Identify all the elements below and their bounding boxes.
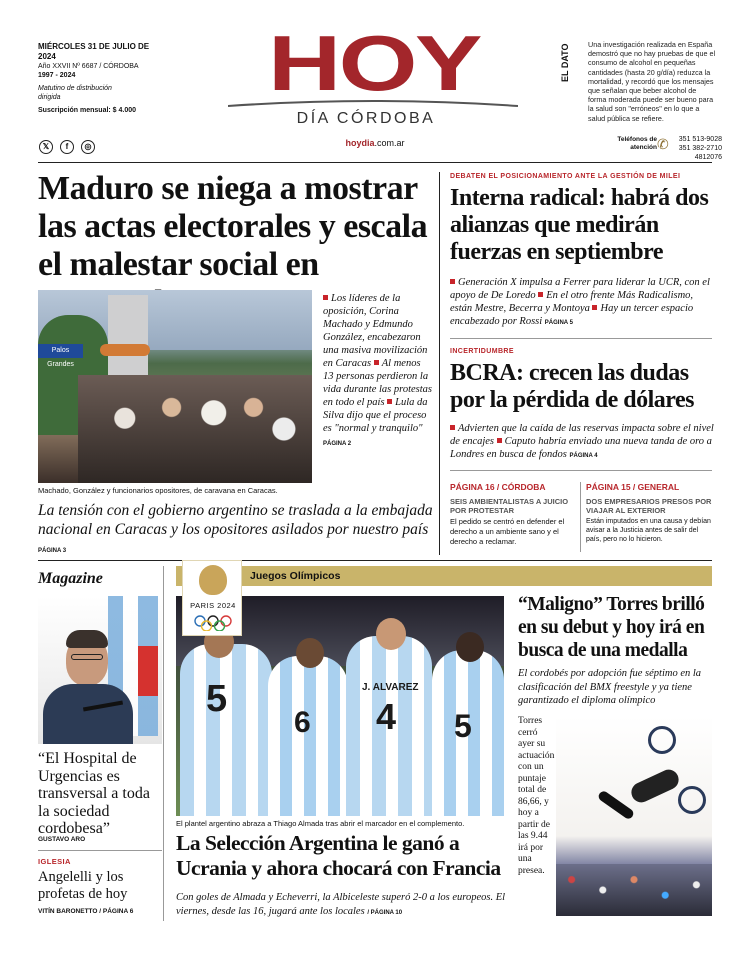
church-page: / PÁGINA 6 — [99, 908, 134, 915]
torres-sub: El cordobés por adopción fue séptimo en la clasificación del BMX freestyle y ya tiene garantizado el diploma olímpico — [518, 668, 702, 706]
magazine-vertical-rule — [163, 566, 164, 921]
torres-headline: “Maligno” Torres brilló en su debut y hoy irá en busca de una medalla — [518, 594, 705, 661]
paris-flame-icon — [199, 565, 227, 595]
logo-text: HOY — [268, 19, 480, 107]
head-4 — [456, 632, 484, 662]
brief-right — [586, 482, 714, 544]
masthead-rule — [38, 162, 712, 163]
logo — [268, 19, 480, 107]
brief-right-text: Están imputados en una causa y debían avisar a la Justicia antes de salir del país, pero no lo hicieron. — [586, 518, 711, 543]
briefs-divider — [580, 482, 581, 552]
shirt-number-3: 4 — [376, 696, 397, 737]
radical-bullet-3: Hay un tercer espacio encabezado por Rossi — [450, 303, 694, 327]
shirt-name: J. ALVAREZ — [362, 682, 419, 693]
radical-rule — [450, 338, 712, 339]
lead-photo-caption: Machado, González y funcionarios opositores, de caravana en Caracas. — [38, 486, 278, 495]
bike-wheel-1-icon — [648, 726, 676, 754]
rider-legs — [597, 789, 636, 820]
subscription-price: Suscripción mensual: $ 4.000 — [38, 107, 137, 114]
edition-number: Año XXVII Nº 6687 / CÓRDOBA — [38, 63, 139, 70]
flag-red — [138, 646, 158, 696]
bcra-headline: BCRA: crecen las dudas por la pérdida de dólares — [450, 360, 694, 413]
edition-date: MIÉRCOLES 31 DE JULIO DE 2024 — [38, 42, 150, 61]
person-body — [43, 684, 133, 744]
instagram-icon[interactable]: ◎ — [81, 140, 95, 154]
brief-right-page: PÁGINA 15 / GENERAL — [586, 482, 680, 492]
olympics-sub — [176, 891, 516, 920]
bcra-page-ref: PÁGINA 4 — [569, 453, 598, 459]
lead-photo — [38, 290, 312, 483]
facebook-icon[interactable]: f — [60, 140, 74, 154]
crowd — [78, 375, 312, 483]
lead-headline: Maduro se niega a mostrar las actas electorales y escala el malestar social en — [38, 170, 428, 283]
phone-list — [672, 135, 722, 162]
banner — [100, 344, 150, 356]
lead-bullet-2: Al menos 13 personas perdieron la vida durante las protestas en todo el país — [323, 358, 432, 408]
olympic-rings-icon — [193, 615, 233, 631]
bcra-bullet-2: Caputo habría enviado una nueva tanda de oro a Londres en busca de fondos — [450, 436, 712, 460]
el-dato-text: Una investigación realizada en España demostró que no hay pruebas de que el consumo de alcohol en pequeñas cantidades (hasta 20 g/día) reduzca la mortalidad, y recordó que los mensajes que señalan que beber alcohol de forma moderada puede ser bueno para la salud son "erróneos" en lo que a salud pública se refiere. — [588, 40, 716, 123]
distribution-tagline: Matutino de distribución dirigida — [38, 85, 112, 101]
olympics-page-ref: / PÁGINA 10 — [367, 910, 403, 916]
lead-page-ref: PÁGINA 2 — [323, 441, 352, 447]
radical-headline: Interna radical: habrá dos alianzas que medirán fuerzas en septiembre — [450, 185, 709, 265]
website-rest: .com.ar — [374, 138, 405, 148]
logo-city: DÍA CÓRDOBA — [296, 110, 436, 127]
magazine-author: GUSTAVO ARO — [38, 836, 86, 843]
radical-bullet-2: En el otro frente Más Radicalismo, están Mestre, Becerra y Montoya — [450, 290, 694, 314]
church-kicker: IGLESIA — [38, 857, 71, 866]
twitter-icon[interactable]: 𝕏 — [39, 140, 53, 154]
head-3 — [376, 618, 406, 650]
masthead-info — [38, 42, 156, 115]
lead-sub-page-ref: PÁGINA 3 — [38, 548, 67, 554]
radical-bullets — [450, 276, 715, 330]
website-bold: hoydia — [345, 138, 375, 148]
phone-2: 351 382-2710 — [678, 145, 722, 152]
magazine-quote: “El Hospital de Urgencias es transversal a toda la sociedad cordobesa” — [38, 750, 150, 837]
magazine-photo — [38, 596, 162, 744]
radical-bullet-1: Generación X impulsa a Ferrer para liderar la UCR, con el apoyo de De Loredo — [450, 277, 710, 301]
street-sign: Palos Grandes — [38, 344, 83, 358]
stands — [556, 864, 712, 916]
radical-page-ref: PÁGINA 5 — [544, 320, 573, 326]
logo-swoosh — [228, 95, 518, 105]
church-title: Angelelli y los profetas de hoy — [38, 869, 128, 902]
bike-wheel-2-icon — [678, 786, 706, 814]
player-1 — [180, 644, 272, 816]
rider — [628, 766, 682, 805]
phone-1: 351 513-9028 — [678, 136, 722, 143]
radical-kicker: DEBATEN EL POSICIONAMIENTO ANTE LA GESTIÓN DE MILEI — [450, 173, 681, 180]
head-2 — [296, 638, 324, 668]
shirt-number-1: 5 — [206, 678, 228, 720]
lead-bullet-1: Los líderes de la oposición, Corina Machado y Edmundo González, encabezaron una masiva movilización en Caracas — [323, 293, 428, 369]
church-byline — [38, 908, 133, 915]
phones-label: Teléfonos de atención — [617, 136, 657, 151]
person-glasses — [71, 654, 103, 660]
brief-left — [450, 482, 576, 547]
website-link[interactable] — [330, 138, 420, 148]
brief-left-title: SEIS AMBIENTALISTAS A JUICIO POR PROTESTAR — [450, 497, 569, 515]
phone-icon: ✆ — [657, 136, 669, 152]
person-hair — [66, 630, 108, 648]
lead-sub-headline: La tensión con el gobierno argentino se traslada a la embajada nacional en Caracas y los opositores asilados por nuestro país — [38, 502, 433, 538]
lead-bullets — [323, 292, 433, 451]
bcra-bullets — [450, 422, 715, 463]
shirt-number-4: 5 — [454, 708, 472, 744]
brief-left-page: PÁGINA 16 / CÓRDOBA — [450, 482, 546, 492]
torres-photo — [556, 716, 712, 916]
building — [108, 295, 148, 385]
magazine-label: Magazine — [38, 570, 103, 587]
mid-page-rule — [38, 560, 712, 561]
bcra-kicker: INCERTIDUMBRE — [450, 348, 514, 355]
phone-3: 4812076 — [694, 154, 722, 161]
church-author: VITÍN BARONETTO — [38, 908, 98, 915]
torres-text: Torres cerró ayer su actuación con un puntaje total de 86,66, y hoy a partir de las 9.44 irá por una presea. — [518, 716, 555, 876]
brief-left-text: El pedido se centró en defender el derecho a un ambiente sano y el derecho a reclamar. — [450, 517, 565, 546]
olympics-section-label: Juegos Olímpicos — [250, 570, 341, 582]
edition-years: 1997 - 2024 — [38, 72, 76, 79]
lead-bullet-3: Lula da Silva dijo que el proceso es "normal y tranquilo" — [323, 397, 428, 434]
brief-right-title: DOS EMPRESARIOS PRESOS POR VIAJAR AL EXTERIOR — [586, 497, 712, 515]
center-vertical-rule — [439, 172, 440, 555]
olympics-headline: La Selección Argentina le ganó a Ucrania y ahora chocará con Francia — [176, 831, 501, 880]
paris-logo-text: PARIS 2024 — [190, 601, 236, 610]
shirt-number-2: 6 — [294, 706, 311, 739]
bcra-rule — [450, 470, 712, 471]
el-dato-label: EL DATO — [560, 43, 570, 82]
bcra-bullet-1: Advierten que la caída de las reservas impacta sobre el nivel de encajes — [450, 423, 714, 447]
magazine-rule — [38, 850, 162, 851]
olympics-sub-text: Con goles de Almada y Echeverri, la Albiceleste superó 2-0 a los europeos. El viernes, desde las 16, jugará ante los locales — [176, 892, 506, 917]
olympics-photo-caption: El plantel argentino abraza a Thiago Almada tras abrir el marcador en el complemento. — [176, 819, 465, 828]
paris-logo — [182, 560, 242, 636]
